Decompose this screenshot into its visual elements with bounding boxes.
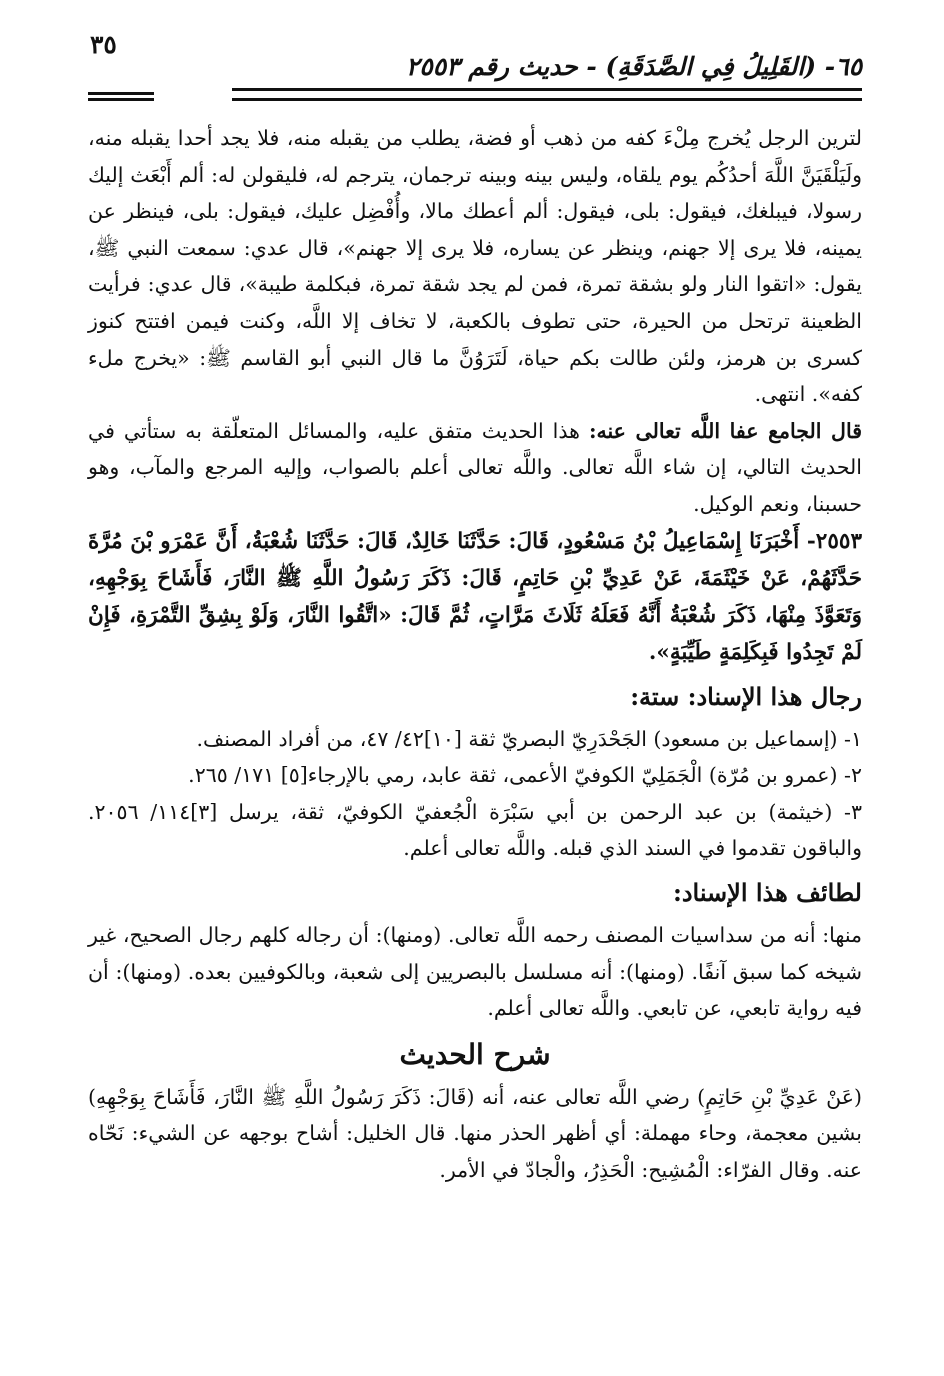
running-header	[88, 52, 862, 86]
header-title: ٦٥- (القَلِيلُ فِي الصَّدَقَةِ) - حديث رقم ٢٥٥٣	[405, 52, 862, 81]
header-rule-left	[88, 92, 154, 101]
narrator-item: ١- (إسماعيل بن مسعود) الجَحْدَرِيّ البصريّ ثقة [١٠]٤٢/ ٤٧، من أفراد المصنف.	[196, 726, 862, 751]
paragraph-compiler-note	[88, 413, 862, 523]
explanation-title: شرح الحديث	[399, 1037, 551, 1071]
compiler-note-text: هذا الحديث متفق عليه، والمسائل المتعلّقة به ستأتي في الحديث التالي، إن شاء اللَّه تعالى. واللَّه تعالى أعلم بالصواب، وإليه المرجع والمآب، وهو حسبنا، ونعم الوكيل.	[88, 418, 862, 516]
compiler-note-lead: قال الجامع عفا اللَّه تعالى عنه:	[588, 418, 863, 443]
narrator-item: ٣- (خيثمة) بن عبد الرحمن بن أبي سَبْرَة الْجُعفيّ الكوفيّ، ثقة، يرسل [٣]١١٤/ ٢٠٥٦. والباقون تقدموا في السند الذي قبله. واللَّه تعالى أعلم.	[88, 799, 862, 861]
narrators-heading: رجال هذا الإسناد: ستة:	[630, 681, 862, 711]
page-body	[88, 120, 862, 1188]
hadith-2553-text: ٢٥٥٣- أَخْبَرَنَا إِسْمَاعِيلُ بْنُ مَسْعُودٍ، قَالَ: حَدَّثَنَا خَالِدٌ، قَالَ: حَدَّثَنَا شُعْبَةُ، أَنَّ عَمْرَو بْنَ مُرَّةَ حَدَّثَهُمْ، عَنْ خَيْثَمَةَ، عَنْ عَدِيِّ بْنِ حَاتِمٍ، قَالَ: ذَكَرَ رَسُولُ اللَّهِ ﷺ النَّارَ، فَأَشَاحَ بِوَجْهِهِ، وَتَعَوَّذَ مِنْهَا، ذَكَرَ شُعْبَةُ أَنَّهُ فَعَلَهُ ثَلَاثَ مَرَّاتٍ، ثُمَّ قَالَ: «اتَّقُوا النَّارَ، وَلَوْ بِشِقِّ التَّمْرَةِ، فَإِنْ لَمْ تَجِدُوا فَبِكَلِمَةٍ طَيِّبَةٍ».	[88, 528, 862, 665]
explanation-paragraph: (عَنْ عَدِيِّ بْنِ حَاتِمٍ) رضي اللَّه تعالى عنه، أنه (قَالَ: ذَكَرَ رَسُولُ اللَّهِ ﷺ النَّارَ، فَأَشَاحَ بِوَجْهِهِ) بشين معجمة، وحاء مهملة: أي أظهر الحذر منها. قال الخليل: أشاح بوجهه عن الشيء: نَحّاه عنه. وقال الفرّاء: الْمُشِيح: الْحَذِرُ، والْجادّ في الأمر.	[88, 1084, 862, 1182]
subtleties-heading: لطائف هذا الإسناد:	[672, 877, 862, 907]
narrator-item: ٢- (عمرو بن مُرّة) الْجَمَلِيّ الكوفيّ الأعمى، ثقة عابد، رمي بالإرجاء[٥] ١٧١/ ٢٦٥.	[188, 763, 862, 788]
header-rule-right	[232, 88, 862, 101]
subtleties-paragraph: منها: أنه من سداسيات المصنف رحمه اللَّه تعالى. (ومنها): أن رجاله كلهم رجال الصحيح، غير شيخه كما سبق آنفًا. (ومنها): أنه مسلسل بالبصريين إلى شعبة، وبالكوفيين بعده. (ومنها): أن فيه رواية تابعي، عن تابعي. واللَّه تعالى أعلم.	[88, 922, 862, 1021]
paragraph-hadith-continuation: لترين الرجل يُخرج مِلْءَ كفه من ذهب أو فضة، يطلب من يقبله منه، فلا يجد أحدا يقبله منه، ولَيَلْقَيَنَّ اللَّهَ أحدُكُم يوم يلقاه، وليس بينه وبينه ترجمان، يترجم له، فليقولن له: ألم أَبْعَث إليك رسولا، فيبلغك، فيقول: بلى، فيقول: ألم أعطك مالا، وأُفْضِل عليك، فيقول: بلى، فينظر عن يمينه، فلا يرى إلا جهنم، وينظر عن يساره، فلا يرى إلا جهنم»، قال عدي: سمعت النبي ﷺ، يقول: «اتقوا النار ولو بشقة تمرة، فمن لم يجد شقة تمرة، فبكلمة طيبة»، قال عدي: فرأيت الظعينة ترتحل من الحيرة، حتى تطوف بالكعبة، لا تخاف إلا اللَّه، وكنت فيمن افتتح كنوز كسرى بن هرمز، ولئن طالت بكم حياة، لَتَرَوُنَّ ما قال النبي أبو القاسم ﷺ: «يخرج ملء كفه». انتهى.	[88, 126, 862, 407]
page-number: ٣٥	[90, 30, 117, 59]
